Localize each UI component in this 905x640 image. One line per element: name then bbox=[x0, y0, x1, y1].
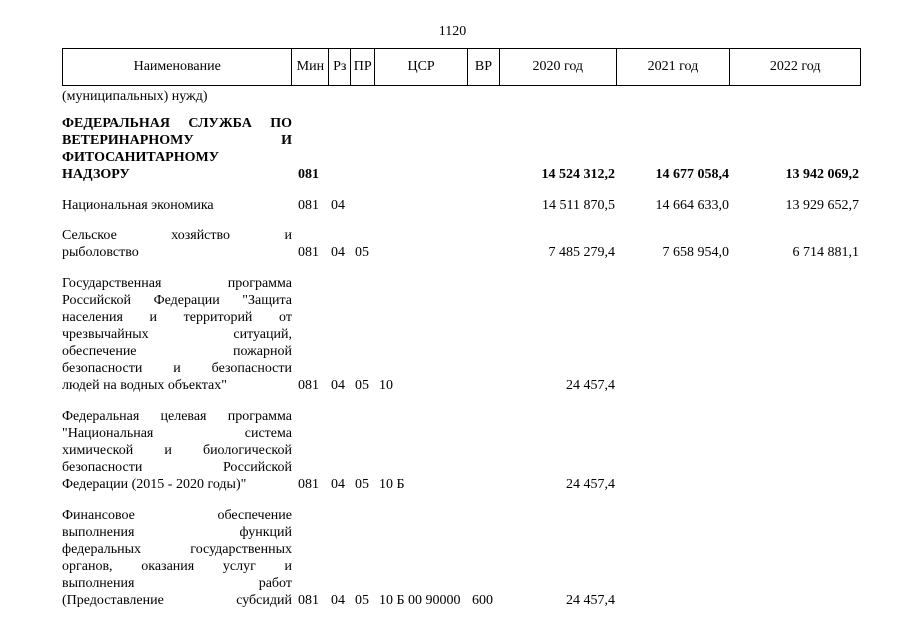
header-rz: Рз bbox=[329, 49, 351, 85]
cell-2021: 14 677 058,4 bbox=[655, 167, 729, 182]
row-name bbox=[62, 197, 292, 214]
header-name: Наименование bbox=[63, 49, 292, 85]
row-name-line: рыболовство bbox=[62, 245, 139, 260]
cell-2020: 24 457,4 bbox=[566, 477, 615, 492]
table-body bbox=[62, 88, 861, 621]
cell-2022: 13 942 069,2 bbox=[785, 167, 859, 182]
row-name-line: безопасности и безопасности bbox=[62, 361, 292, 376]
header-2022: 2022 год bbox=[769, 59, 821, 74]
row-name-line: Финансовое обеспечение bbox=[62, 508, 292, 523]
row-name bbox=[62, 115, 292, 183]
cell-2020: 14 524 312,2 bbox=[541, 167, 615, 182]
header-2020: 2020 год bbox=[500, 49, 617, 85]
table-row bbox=[62, 227, 861, 261]
row-name-line: чрезвычайных ситуаций, bbox=[62, 327, 292, 342]
cell-min: 081 bbox=[298, 593, 319, 608]
cell-2022: 6 714 881,1 bbox=[792, 245, 859, 260]
row-name-line: Федерации (2015 - 2020 годы)" bbox=[62, 477, 247, 492]
cell-csr: 10 bbox=[379, 378, 393, 393]
cell-vr: 600 bbox=[472, 593, 493, 608]
row-name-line: НАДЗОРУ bbox=[62, 167, 130, 182]
row-name-line: Национальная экономика bbox=[62, 198, 214, 213]
row-name-line: ВЕТЕРИНАРНОМУ И bbox=[62, 133, 292, 148]
cell-pr: 05 bbox=[355, 593, 369, 608]
row-name-line: выполнения работ bbox=[62, 576, 292, 591]
cell-min: 081 bbox=[298, 198, 319, 213]
row-name-line: безопасности Российской bbox=[62, 460, 292, 475]
row-name bbox=[62, 88, 292, 105]
cell-rz: 04 bbox=[331, 245, 345, 260]
cell-rz: 04 bbox=[331, 593, 345, 608]
row-name-line: населения и территорий от bbox=[62, 310, 292, 325]
table-row bbox=[62, 88, 861, 105]
cell-2020: 14 511 870,5 bbox=[542, 198, 615, 213]
row-name-line: органов, оказания услуг и bbox=[62, 559, 292, 574]
row-name-line: выполнения функций bbox=[62, 525, 292, 540]
cell-rz: 04 bbox=[331, 198, 345, 213]
cell-2020: 7 485 279,4 bbox=[548, 245, 615, 260]
cell-rz: 04 bbox=[331, 378, 345, 393]
row-name-line: людей на водных объектах" bbox=[62, 378, 227, 393]
header-vr: ВР bbox=[468, 49, 500, 85]
row-name-line: химической и биологической bbox=[62, 443, 292, 458]
table-row bbox=[62, 507, 861, 609]
cell-pr: 05 bbox=[355, 245, 369, 260]
cell-min: 081 bbox=[298, 167, 319, 182]
row-name bbox=[62, 507, 292, 609]
cell-2021: 14 664 633,0 bbox=[655, 198, 729, 213]
row-name-line: ФЕДЕРАЛЬНАЯ СЛУЖБА ПО bbox=[62, 116, 292, 131]
cell-2021: 7 658 954,0 bbox=[662, 245, 729, 260]
cell-2022: 13 929 652,7 bbox=[785, 198, 859, 213]
table-row bbox=[62, 275, 861, 394]
row-name bbox=[62, 227, 292, 261]
row-name-line: (Предоставление субсидий bbox=[62, 593, 292, 608]
cell-2020: 24 457,4 bbox=[566, 378, 615, 393]
header-csr: ЦСР bbox=[375, 49, 468, 85]
table-row bbox=[62, 197, 861, 214]
row-name-line: (муниципальных) нужд) bbox=[62, 89, 208, 104]
row-name-line: Российской Федерации "Защита bbox=[62, 293, 292, 308]
table-row bbox=[62, 408, 861, 493]
cell-pr: 05 bbox=[355, 378, 369, 393]
table-row bbox=[62, 115, 861, 183]
row-name bbox=[62, 275, 292, 394]
header-min: Мин bbox=[292, 49, 329, 85]
page-number: 1120 bbox=[438, 24, 467, 39]
header-pr: ПР bbox=[351, 49, 375, 85]
row-name bbox=[62, 408, 292, 493]
cell-min: 081 bbox=[298, 245, 319, 260]
cell-pr: 05 bbox=[355, 477, 369, 492]
cell-min: 081 bbox=[298, 477, 319, 492]
row-name-line: "Национальная система bbox=[62, 426, 292, 441]
cell-csr: 10 Б bbox=[379, 477, 405, 492]
row-name-line: ФИТОСАНИТАРНОМУ bbox=[62, 150, 220, 165]
row-name-line: Государственная программа bbox=[62, 276, 292, 291]
row-name-line: Сельское хозяйство и bbox=[62, 228, 292, 243]
row-name-line: Федеральная целевая программа bbox=[62, 409, 292, 424]
row-name-line: обеспечение пожарной bbox=[62, 344, 292, 359]
row-name-line: федеральных государственных bbox=[62, 542, 292, 557]
table-header bbox=[62, 48, 861, 86]
cell-2020: 24 457,4 bbox=[566, 593, 615, 608]
header-2021: 2021 год bbox=[617, 49, 731, 85]
cell-rz: 04 bbox=[331, 477, 345, 492]
cell-min: 081 bbox=[298, 378, 319, 393]
cell-csr: 10 Б 00 90000 bbox=[379, 593, 461, 608]
